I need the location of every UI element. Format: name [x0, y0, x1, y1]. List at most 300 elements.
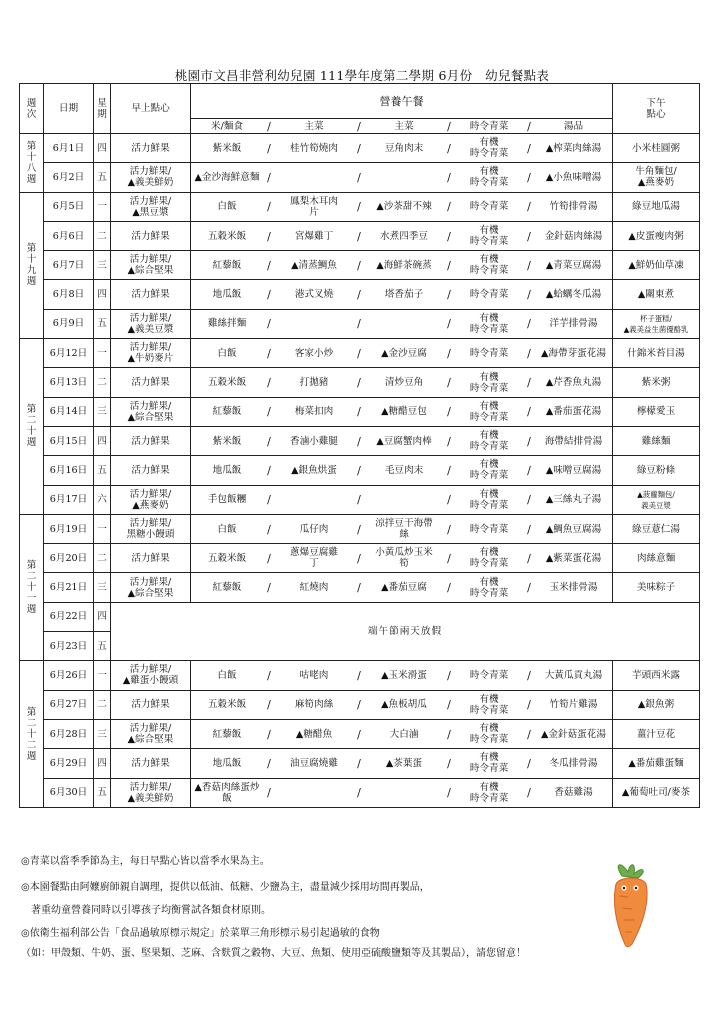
afternoon-snack-cell: 雞絲麵: [613, 426, 700, 455]
week-label-char: 二: [26, 415, 37, 427]
afternoon-snack-cell: 綠豆粉條: [613, 456, 700, 485]
date-cell: 6月9日: [44, 309, 94, 338]
lunch-item-3: ▲豆腐蟹肉棒: [376, 435, 432, 447]
afternoon-snack-cell: 芋頭西米露: [613, 661, 700, 690]
lunch-item-1: 五穀米飯: [207, 230, 247, 242]
afternoon-snack-cell: ▲番茄雞蛋麵: [613, 749, 700, 778]
lunch-item-2: 咕咾肉: [299, 669, 329, 681]
lunch-item-4: 有機 時令青菜: [469, 576, 509, 599]
afternoon-snack-cell: 杯子蛋糕/ ▲義美益生菌優酪乳: [613, 309, 700, 338]
weekday-cell: 五: [94, 309, 111, 338]
afternoon-snack-cell: 紫米粥: [613, 368, 700, 397]
menu-row: [20, 602, 700, 631]
afternoon-snack-cell: ▲菠蘿麵包/ 義美豆漿: [613, 485, 700, 514]
lunch-item-1: 手包飯糰: [207, 494, 247, 506]
date-cell: 6月13日: [44, 368, 94, 397]
lunch-cell: [191, 690, 613, 719]
lunch-item-2: 打拋豬: [299, 377, 329, 389]
slash-separator: /: [527, 493, 531, 507]
slash-separator: /: [447, 463, 451, 477]
header-afternoon-part: 下午: [646, 97, 666, 109]
lunch-cell: [191, 661, 613, 690]
lunch-item-4: 有機 時令青菜: [469, 371, 509, 394]
menu-row: [20, 749, 700, 778]
lunch-item-4: 有機 時令青菜: [469, 547, 509, 570]
afternoon-snack-cell: ▲銀魚粥: [613, 690, 700, 719]
weekday-cell: 三: [94, 573, 111, 602]
lunch-item-4: 有機 時令青菜: [469, 488, 509, 511]
slash-separator: /: [357, 258, 361, 272]
date-cell: 6月19日: [44, 514, 94, 543]
week-label: [20, 707, 43, 762]
date-cell: 6月6日: [44, 221, 94, 250]
afternoon-snack-cell: 綠豆地瓜湯: [613, 192, 700, 221]
morning-snack-cell: 活力鮮果: [111, 456, 191, 485]
lunch-item-2: 鳳梨木耳肉 片: [290, 195, 338, 218]
header-weekday: [94, 84, 111, 134]
weekday-cell: 四: [94, 426, 111, 455]
slash-separator: /: [267, 463, 271, 477]
slash-separator: /: [447, 376, 451, 390]
weekday-cell: 三: [94, 719, 111, 748]
lunch-item-3: 塔香茄子: [384, 289, 424, 301]
afternoon-snack-cell: 薑汁豆花: [613, 719, 700, 748]
weekday-cell: 四: [94, 280, 111, 309]
slash-separator: /: [447, 229, 451, 243]
header-afternoon-snack: [613, 84, 700, 134]
lunch-cell: [191, 719, 613, 748]
note-line: 著重幼童營養同時以引導孩子均衡嘗試各類食材原則。: [21, 905, 271, 916]
week-cell: [20, 661, 44, 807]
menu-row: [20, 163, 700, 192]
lunch-cell: [191, 339, 613, 368]
lunch-item-5: 冬瓜排骨湯: [549, 757, 598, 769]
lunch-items: [191, 222, 612, 250]
menu-row: [20, 426, 700, 455]
lunch-item-1: 地瓜飯: [212, 464, 242, 476]
slash-separator: /: [357, 786, 361, 800]
slash-separator: /: [267, 668, 271, 682]
menu-row: [20, 251, 700, 280]
lunch-items: [191, 661, 612, 689]
slash-separator: /: [447, 258, 451, 272]
lunch-cell: [191, 397, 613, 426]
lunch-items: [191, 163, 612, 191]
lunch-cell: [191, 280, 613, 309]
morning-snack-cell: 活力鮮果/ ▲燕麥奶: [111, 485, 191, 514]
slash-separator: /: [447, 581, 451, 595]
week-cell: [20, 339, 44, 515]
lunch-item-2: ▲清蒸鯛魚: [291, 259, 337, 271]
lunch-item-3: [365, 779, 443, 807]
date-cell: 6月14日: [44, 397, 94, 426]
lunch-item-5: ▲芹香魚丸湯: [545, 377, 602, 389]
lunch-items: [191, 134, 612, 162]
afternoon-snack-cell: 檸檬愛玉: [613, 397, 700, 426]
week-label-char: 第: [26, 706, 37, 718]
lunch-item-2: 蔥爆豆腐雞 丁: [290, 547, 338, 570]
lunch-item-1: 五穀米飯: [207, 552, 247, 564]
slash-separator: /: [267, 405, 271, 419]
lunch-item-1: 紅藜飯: [212, 406, 242, 418]
slash-separator: /: [527, 698, 531, 712]
slash-separator: /: [357, 463, 361, 477]
morning-snack-cell: 活力鮮果/ ▲義美鮮奶: [111, 778, 191, 807]
slash-separator: /: [447, 119, 451, 133]
slash-separator: /: [447, 434, 451, 448]
week-label-char: 二: [26, 571, 37, 583]
weekday-cell: 一: [94, 514, 111, 543]
lunch-items: [191, 281, 612, 309]
weekday-cell: 二: [94, 368, 111, 397]
weekday-cell: 一: [94, 192, 111, 221]
slash-separator: /: [527, 119, 531, 133]
morning-snack-cell: 活力鮮果: [111, 544, 191, 573]
morning-snack-cell: 活力鮮果: [111, 134, 191, 163]
lunch-item-1: 五穀米飯: [207, 699, 247, 711]
lunch-item-2: 港式叉燒: [294, 289, 334, 301]
lunch-item-1: 白飯: [217, 347, 237, 359]
note-line: ◎本園餐點由阿嬤廚師親自調理，提供以低油、低糖、少鹽為主，盡量減少採用坊間再製品，: [21, 882, 430, 893]
weekday-cell: 五: [94, 778, 111, 807]
weekday-cell: 一: [94, 661, 111, 690]
lunch-cell: [191, 573, 613, 602]
slash-separator: /: [527, 727, 531, 741]
menu-row: [20, 514, 700, 543]
date-cell: 6月30日: [44, 778, 94, 807]
lunch-item-4: 時令青菜: [469, 347, 509, 359]
date-cell: 6月8日: [44, 280, 94, 309]
slash-separator: /: [357, 698, 361, 712]
lunch-item-3: 水煮四季豆: [380, 230, 428, 242]
slash-separator: /: [527, 551, 531, 565]
lunch-item-2: 瓜仔肉: [299, 523, 329, 535]
lunch-item-1: 五穀米飯: [207, 377, 247, 389]
morning-snack-cell: 活力鮮果: [111, 749, 191, 778]
weekday-cell: 六: [94, 485, 111, 514]
menu-row: [20, 456, 700, 485]
slash-separator: /: [447, 346, 451, 360]
morning-snack-cell: 活力鮮果/ ▲綜合堅果: [111, 573, 191, 602]
lunch-items: [191, 456, 612, 484]
menu-row: [20, 690, 700, 719]
date-cell: 6月15日: [44, 426, 94, 455]
morning-snack-cell: 活力鮮果/ ▲黑豆漿: [111, 192, 191, 221]
lunch-item-4: 有機 時令青菜: [469, 752, 509, 775]
menu-row: [20, 309, 700, 338]
morning-snack-cell: 活力鮮果/ ▲綜合堅果: [111, 251, 191, 280]
lunch-item-5: 竹筍片雞湯: [549, 699, 598, 711]
lunch-item-2: [275, 779, 353, 807]
lunch-item-4: 有機 時令青菜: [469, 312, 509, 335]
lunch-item-2: [275, 163, 353, 191]
lunch-item-1: 地瓜飯: [212, 757, 242, 769]
lunch-item-3: ▲糖醋豆包: [381, 406, 427, 418]
slash-separator: /: [267, 119, 271, 133]
slash-separator: /: [527, 756, 531, 770]
lunch-cell: [191, 251, 613, 280]
week-label-char: 九: [26, 265, 37, 277]
lunch-cell: [191, 134, 613, 163]
lunch-item-5: 大黃瓜貢丸湯: [544, 669, 603, 681]
lunch-item-2: 香滷小雞腿: [290, 435, 338, 447]
lunch-item-2: 紅燒肉: [299, 582, 329, 594]
lunch-item-3: ▲茶葉蛋: [385, 757, 423, 769]
menu-row: [20, 397, 700, 426]
lunch-item-1: ▲金沙海鮮意麵: [194, 171, 260, 183]
lunch-item-2: [275, 486, 353, 514]
week-label-char: 十: [26, 426, 37, 438]
afternoon-snack-cell: ▲葡萄吐司/麥茶: [613, 778, 700, 807]
week-label-char: 週: [26, 276, 37, 288]
lunch-subheader-item-3: 主菜: [394, 120, 414, 132]
slash-separator: /: [527, 434, 531, 448]
lunch-items: [191, 251, 612, 279]
slash-separator: /: [527, 463, 531, 477]
slash-separator: /: [447, 405, 451, 419]
week-label-char: 第: [26, 243, 37, 255]
date-cell: 6月17日: [44, 485, 94, 514]
week-label: [20, 404, 43, 448]
lunch-item-4: 有機 時令青菜: [469, 400, 509, 423]
lunch-item-2: 客家小炒: [294, 347, 334, 359]
lunch-cell: [191, 368, 613, 397]
header-week-label: [20, 98, 43, 120]
weekday-cell: 五: [94, 632, 111, 661]
lunch-item-3: ▲海鮮茶碗蒸: [376, 259, 432, 271]
lunch-items: [191, 398, 612, 426]
slash-separator: /: [357, 170, 361, 184]
lunch-item-1: 紅藜飯: [212, 728, 242, 740]
morning-snack-cell: 活力鮮果/ ▲義美鮮奶: [111, 163, 191, 192]
lunch-item-2: ▲銀魚烘蛋: [291, 464, 337, 476]
lunch-item-5: ▲三絲丸子湯: [545, 494, 602, 506]
lunch-item-2: 梅菜扣肉: [294, 406, 334, 418]
date-cell: 6月27日: [44, 690, 94, 719]
lunch-item-5: ▲榨菜肉絲湯: [545, 142, 602, 154]
slash-separator: /: [267, 288, 271, 302]
slash-separator: /: [357, 727, 361, 741]
note-line: （如：甲殼類、牛奶、蛋、堅果類、芝麻、含麩質之穀物、大豆、魚類、使用亞硫酸鹽類等及其製品），請您留意！: [21, 948, 526, 959]
slash-separator: /: [267, 200, 271, 214]
lunch-item-1: ▲香菇肉絲蛋炒 飯: [194, 781, 260, 804]
afternoon-snack-cell: ▲皮蛋瘦肉粥: [613, 221, 700, 250]
week-label-char: 第: [26, 404, 37, 416]
header-week: [20, 84, 44, 134]
lunch-item-4: 有機 時令青菜: [469, 225, 509, 248]
weekday-cell: 三: [94, 397, 111, 426]
slash-separator: /: [267, 581, 271, 595]
date-cell: 6月12日: [44, 339, 94, 368]
date-cell: 6月1日: [44, 134, 94, 163]
lunch-item-4: 時令青菜: [469, 669, 509, 681]
slash-separator: /: [527, 581, 531, 595]
lunch-item-1: 紅藜飯: [212, 259, 242, 271]
menu-table: [19, 83, 700, 808]
lunch-item-5: ▲蛤蠣冬瓜湯: [545, 289, 602, 301]
lunch-subheader-item-1: 米/麵食: [210, 120, 243, 132]
slash-separator: /: [447, 698, 451, 712]
lunch-items: [191, 193, 612, 221]
week-label-char: 二: [26, 739, 37, 751]
weekday-cell: 五: [94, 456, 111, 485]
week-label: [20, 141, 43, 185]
lunch-items: [191, 339, 612, 367]
week-label-char: 二: [26, 717, 37, 729]
lunch-items: [191, 574, 612, 602]
lunch-cell: [191, 309, 613, 338]
slash-separator: /: [357, 346, 361, 360]
slash-separator: /: [447, 200, 451, 214]
slash-separator: /: [527, 522, 531, 536]
lunch-item-5: ▲青菜豆腐湯: [545, 259, 602, 271]
slash-separator: /: [447, 317, 451, 331]
date-cell: 6月26日: [44, 661, 94, 690]
page-title: 桃園市文昌非營利幼兒園 111學年度第二學期 6月份 幼兒餐點表: [174, 68, 550, 83]
afternoon-snack-cell: 綠豆薏仁湯: [613, 514, 700, 543]
slash-separator: /: [267, 493, 271, 507]
morning-snack-cell: 活力鮮果/ 黑糖小饅頭: [111, 514, 191, 543]
lunch-item-3: 豆角肉末: [384, 142, 424, 154]
lunch-items: [191, 544, 612, 572]
lunch-item-4: 有機 時令青菜: [469, 459, 509, 482]
afternoon-snack-cell: 美味粽子: [613, 573, 700, 602]
slash-separator: /: [357, 405, 361, 419]
lunch-item-5: 海帶結排骨湯: [544, 435, 603, 447]
lunch-cell: [191, 221, 613, 250]
slash-separator: /: [267, 229, 271, 243]
weekday-cell: 一: [94, 339, 111, 368]
date-cell: 6月16日: [44, 456, 94, 485]
lunch-items: [191, 427, 612, 455]
slash-separator: /: [527, 229, 531, 243]
lunch-item-1: 紫米飯: [212, 142, 242, 154]
morning-snack-cell: 活力鮮果: [111, 368, 191, 397]
week-cell: [20, 134, 44, 193]
slash-separator: /: [527, 141, 531, 155]
header-week-label-char: 週: [26, 97, 37, 109]
lunch-item-5: ▲小魚味噌湯: [545, 171, 602, 183]
lunch-cell: [191, 778, 613, 807]
week-cell: [20, 192, 44, 338]
lunch-cell: [191, 163, 613, 192]
lunch-item-2: [275, 310, 353, 338]
slash-separator: /: [447, 141, 451, 155]
note-line: ◎青菜以當季季節為主，每日早點心皆以當季水果為主。: [21, 856, 270, 867]
lunch-item-2: 宮爆雞丁: [294, 230, 334, 242]
lunch-item-5: 香菇雞湯: [554, 787, 593, 799]
morning-snack-cell: 活力鮮果/ ▲義美豆漿: [111, 309, 191, 338]
lunch-cell: [191, 514, 613, 543]
lunch-item-1: 紫米飯: [212, 435, 242, 447]
slash-separator: /: [357, 141, 361, 155]
lunch-item-2: 麻筍肉絲: [294, 699, 334, 711]
lunch-items: [191, 515, 612, 543]
week-label-char: 第: [26, 560, 37, 572]
afternoon-snack-cell: 什錦米苔目湯: [613, 339, 700, 368]
slash-separator: /: [357, 317, 361, 331]
lunch-item-4: 有機 時令青菜: [469, 723, 509, 746]
weekday-cell: 二: [94, 221, 111, 250]
week-label-char: 一: [26, 593, 37, 605]
slash-separator: /: [267, 786, 271, 800]
slash-separator: /: [527, 346, 531, 360]
header-afternoon-part: 點心: [646, 108, 666, 120]
lunch-item-2: 油豆腐燒雞: [290, 757, 338, 769]
header-weekday-label-char: 期: [97, 108, 107, 120]
morning-snack-cell: 活力鮮果: [111, 280, 191, 309]
lunch-item-3: [365, 486, 443, 514]
lunch-item-3: ▲玉米滑蛋: [381, 669, 427, 681]
date-cell: 6月21日: [44, 573, 94, 602]
lunch-item-1: 白飯: [217, 669, 237, 681]
lunch-item-4: 有機 時令青菜: [469, 137, 509, 160]
header-morning-snack: 早上點心: [111, 84, 191, 134]
menu-row: [20, 192, 700, 221]
slash-separator: /: [447, 786, 451, 800]
slash-separator: /: [447, 288, 451, 302]
slash-separator: /: [267, 434, 271, 448]
week-label-char: 十: [26, 582, 37, 594]
morning-snack-cell: 活力鮮果: [111, 221, 191, 250]
menu-row: [20, 368, 700, 397]
week-label-char: 十: [26, 151, 37, 163]
slash-separator: /: [357, 229, 361, 243]
lunch-item-4: 時令青菜: [469, 201, 509, 213]
slash-separator: /: [527, 405, 531, 419]
weekday-cell: 四: [94, 749, 111, 778]
morning-snack-cell: 活力鮮果/ ▲綜合堅果: [111, 397, 191, 426]
date-cell: 6月2日: [44, 163, 94, 192]
date-cell: 6月28日: [44, 719, 94, 748]
lunch-items: [191, 369, 612, 397]
lunch-items: [191, 720, 612, 748]
morning-snack-cell: 活力鮮果/ ▲綜合堅果: [111, 719, 191, 748]
lunch-item-3: 大白滷: [389, 728, 419, 740]
lunch-item-4: 有機 時令青菜: [469, 430, 509, 453]
lunch-item-4: 有機 時令青菜: [469, 166, 509, 189]
slash-separator: /: [267, 346, 271, 360]
slash-separator: /: [527, 200, 531, 214]
header-week-label-char: 次: [26, 108, 37, 120]
weekday-cell: 二: [94, 690, 111, 719]
menu-row: [20, 280, 700, 309]
lunch-cell: [191, 544, 613, 573]
lunch-item-5: ▲鯛魚豆腐湯: [545, 523, 602, 535]
lunch-item-3: [365, 310, 443, 338]
lunch-items: [191, 779, 612, 807]
slash-separator: /: [357, 581, 361, 595]
header-weekday-label: [94, 98, 110, 120]
lunch-item-3: ▲番茄豆腐: [381, 582, 427, 594]
menu-row: [20, 778, 700, 807]
morning-snack-cell: 活力鮮果: [111, 426, 191, 455]
slash-separator: /: [447, 668, 451, 682]
week-cell: [20, 514, 44, 660]
slash-separator: /: [267, 522, 271, 536]
lunch-item-4: 有機 時令青菜: [469, 254, 509, 277]
lunch-items: [191, 749, 612, 777]
lunch-cell: [191, 749, 613, 778]
menu-row: [20, 661, 700, 690]
date-cell: 6月29日: [44, 749, 94, 778]
morning-snack-cell: 活力鮮果/ ▲雞蛋小饅頭: [111, 661, 191, 690]
header-lunch-sub: [191, 119, 613, 134]
slash-separator: /: [357, 493, 361, 507]
menu-row: [20, 339, 700, 368]
holiday-notice: 端午節兩天放假: [111, 602, 700, 661]
weekday-cell: 三: [94, 251, 111, 280]
